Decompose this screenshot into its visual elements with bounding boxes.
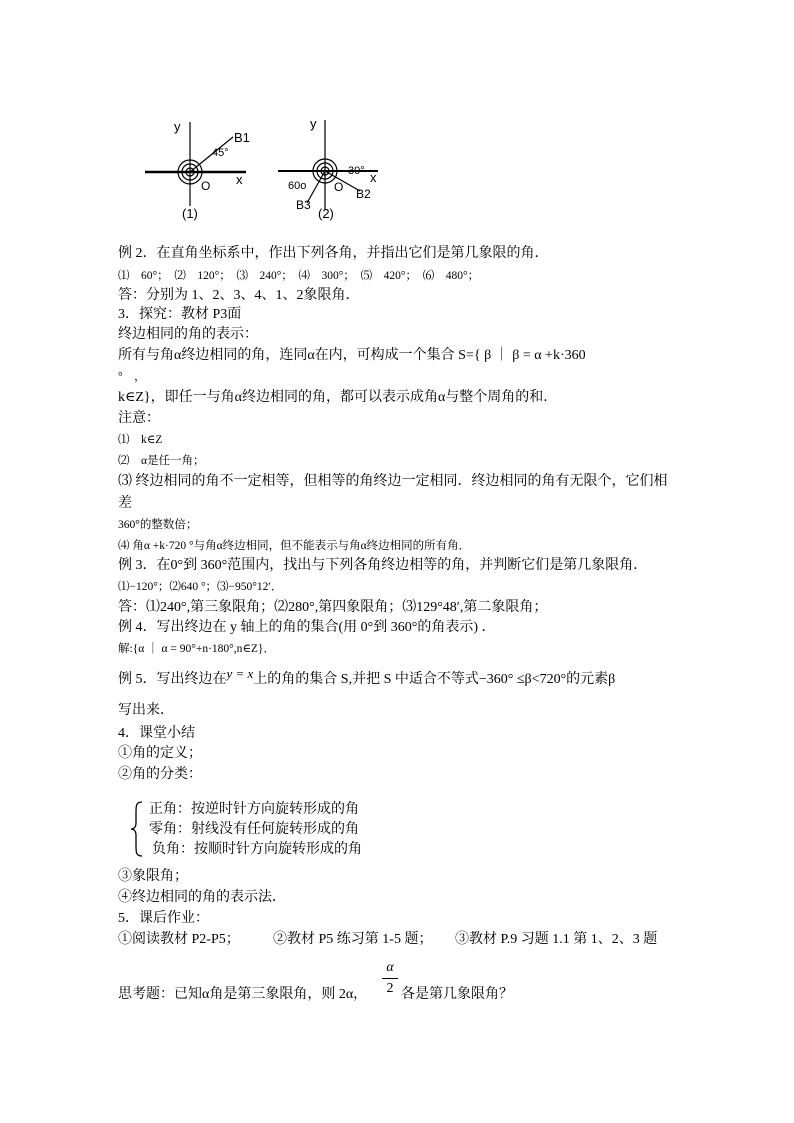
example-5-suffix: 上的角的集合 S,并把 S 中适合不等式−360° ≤β<720°的元素β bbox=[253, 672, 616, 687]
example-2-title: 例 2．在直角坐标系中，作出下列各角，并指出它们是第几象限的角． bbox=[118, 246, 549, 261]
fraction-denominator: 2 bbox=[386, 981, 394, 996]
fraction-alpha-over-2 bbox=[380, 960, 400, 997]
example-3-title: 例 3．在0°到 360°范围内，找出与下列各角终边相等的角，并判断它们是第几象限角． bbox=[118, 558, 648, 573]
example-4-answer: 解:{α ｜ α = 90°+n·180°,n∈Z}． bbox=[118, 643, 275, 655]
fig2-angle1-label: 30° bbox=[348, 165, 365, 177]
fig1-origin-label: O bbox=[201, 179, 211, 193]
note-4: ⑷ 角α +k·720 °与角α终边相同，但不能表示与角α终边相同的所有角． bbox=[118, 540, 471, 552]
example-5-formula: y = x bbox=[226, 666, 254, 681]
classification-positive: 正角：按逆时针方向旋转形成的角 bbox=[149, 802, 359, 817]
figure-2 bbox=[272, 110, 387, 224]
fig2-angle2-label: 60o bbox=[288, 180, 307, 192]
think-question-prefix: 思考题：已知α角是第三象限角，则 2α， bbox=[118, 987, 368, 1002]
fig2-origin-label: O bbox=[334, 180, 344, 194]
example-4-title: 例 4．写出终边在 y 轴上的角的集合(用 0°到 360°的角表示) ． bbox=[118, 620, 496, 635]
set-definition-line3: k∈Z}，即任一与角α终边相同的角，都可以表示成角α与整个周角的和． bbox=[118, 390, 558, 405]
example-3-items: ⑴−120°；⑵640 °；⑶−950°12′． bbox=[118, 581, 283, 593]
example-5-prefix: 例 5．写出终边在 bbox=[118, 672, 227, 687]
homework-heading: 5．课后作业： bbox=[118, 911, 209, 926]
note-1: ⑴ k∈Z bbox=[118, 434, 163, 446]
fig1-caption: (1) bbox=[182, 206, 198, 221]
set-definition-line2: ° ， bbox=[118, 371, 146, 383]
figure-1 bbox=[140, 112, 260, 224]
fig2-b3-label: B3 bbox=[296, 198, 311, 212]
note-heading: 注意： bbox=[118, 411, 160, 426]
fig2-b2-label: B2 bbox=[356, 187, 371, 201]
note-3-line2: 差 bbox=[118, 496, 132, 511]
note-3-line1: ⑶ 终边相同的角不一定相等，但相等的角终边一定相同．终边相同的角有无限个，它们相 bbox=[118, 474, 668, 489]
classification-zero: 零角：射线没有任何旋转形成的角 bbox=[149, 822, 359, 837]
summary-item-3: ③象限角； bbox=[118, 869, 188, 884]
fig1-angle-label: 45° bbox=[212, 147, 229, 159]
example-3-answer: 答：⑴240°,第三象限角；⑵280°,第四象限角；⑶129°48′,第二象限角； bbox=[118, 600, 548, 615]
fig2-x-label: x bbox=[370, 170, 377, 185]
example-5-line1 bbox=[118, 666, 616, 689]
section-explore: 3．探究：教材 P3面 bbox=[118, 307, 242, 322]
fig1-y-label: y bbox=[174, 119, 181, 134]
fig2-caption: (2) bbox=[318, 206, 334, 221]
curly-brace-icon bbox=[130, 800, 144, 858]
fig1-b1-label: B1 bbox=[234, 130, 250, 145]
note-2: ⑵ α是任一角； bbox=[118, 455, 205, 467]
coterminal-title: 终边相同的角的表示： bbox=[118, 327, 258, 342]
summary-item-2: ②角的分类： bbox=[118, 767, 202, 782]
homework-item-1: ①阅读教材 P2-P5； bbox=[118, 932, 240, 947]
homework-item-2: ②教材 P5 练习第 1-5 题； bbox=[273, 932, 433, 947]
example-2-answer: 答：分别为 1、2、3、4、1、2象限角． bbox=[118, 288, 360, 303]
example-2-items: ⑴ 60°； ⑵ 120°； ⑶ 240°； ⑷ 300°； ⑸ 420°； ⑹ 480°； bbox=[118, 270, 480, 282]
summary-heading: 4．课堂小结 bbox=[118, 726, 195, 741]
classification-negative: 负角：按顺时针方向旋转形成的角 bbox=[152, 842, 362, 857]
example-5-line2: 写出来． bbox=[118, 703, 174, 718]
note-3-line3: 360°的整数倍； bbox=[118, 519, 198, 531]
fig2-y-label: y bbox=[310, 116, 317, 131]
homework-item-3: ③教材 P.9 习题 1.1 第 1、2、3 题 bbox=[455, 932, 658, 947]
summary-item-1: ①角的定义； bbox=[118, 746, 202, 761]
set-definition-line1: 所有与角α终边相同的角，连同α在内，可构成一个集合 S={ β ｜ β = α +k·360 bbox=[118, 348, 586, 363]
think-question-suffix: 各是第几象限角？ bbox=[401, 987, 513, 1002]
fig1-x-label: x bbox=[236, 172, 243, 187]
summary-item-4: ④终边相同的角的表示法． bbox=[118, 890, 286, 905]
fraction-numerator: α bbox=[386, 960, 394, 975]
